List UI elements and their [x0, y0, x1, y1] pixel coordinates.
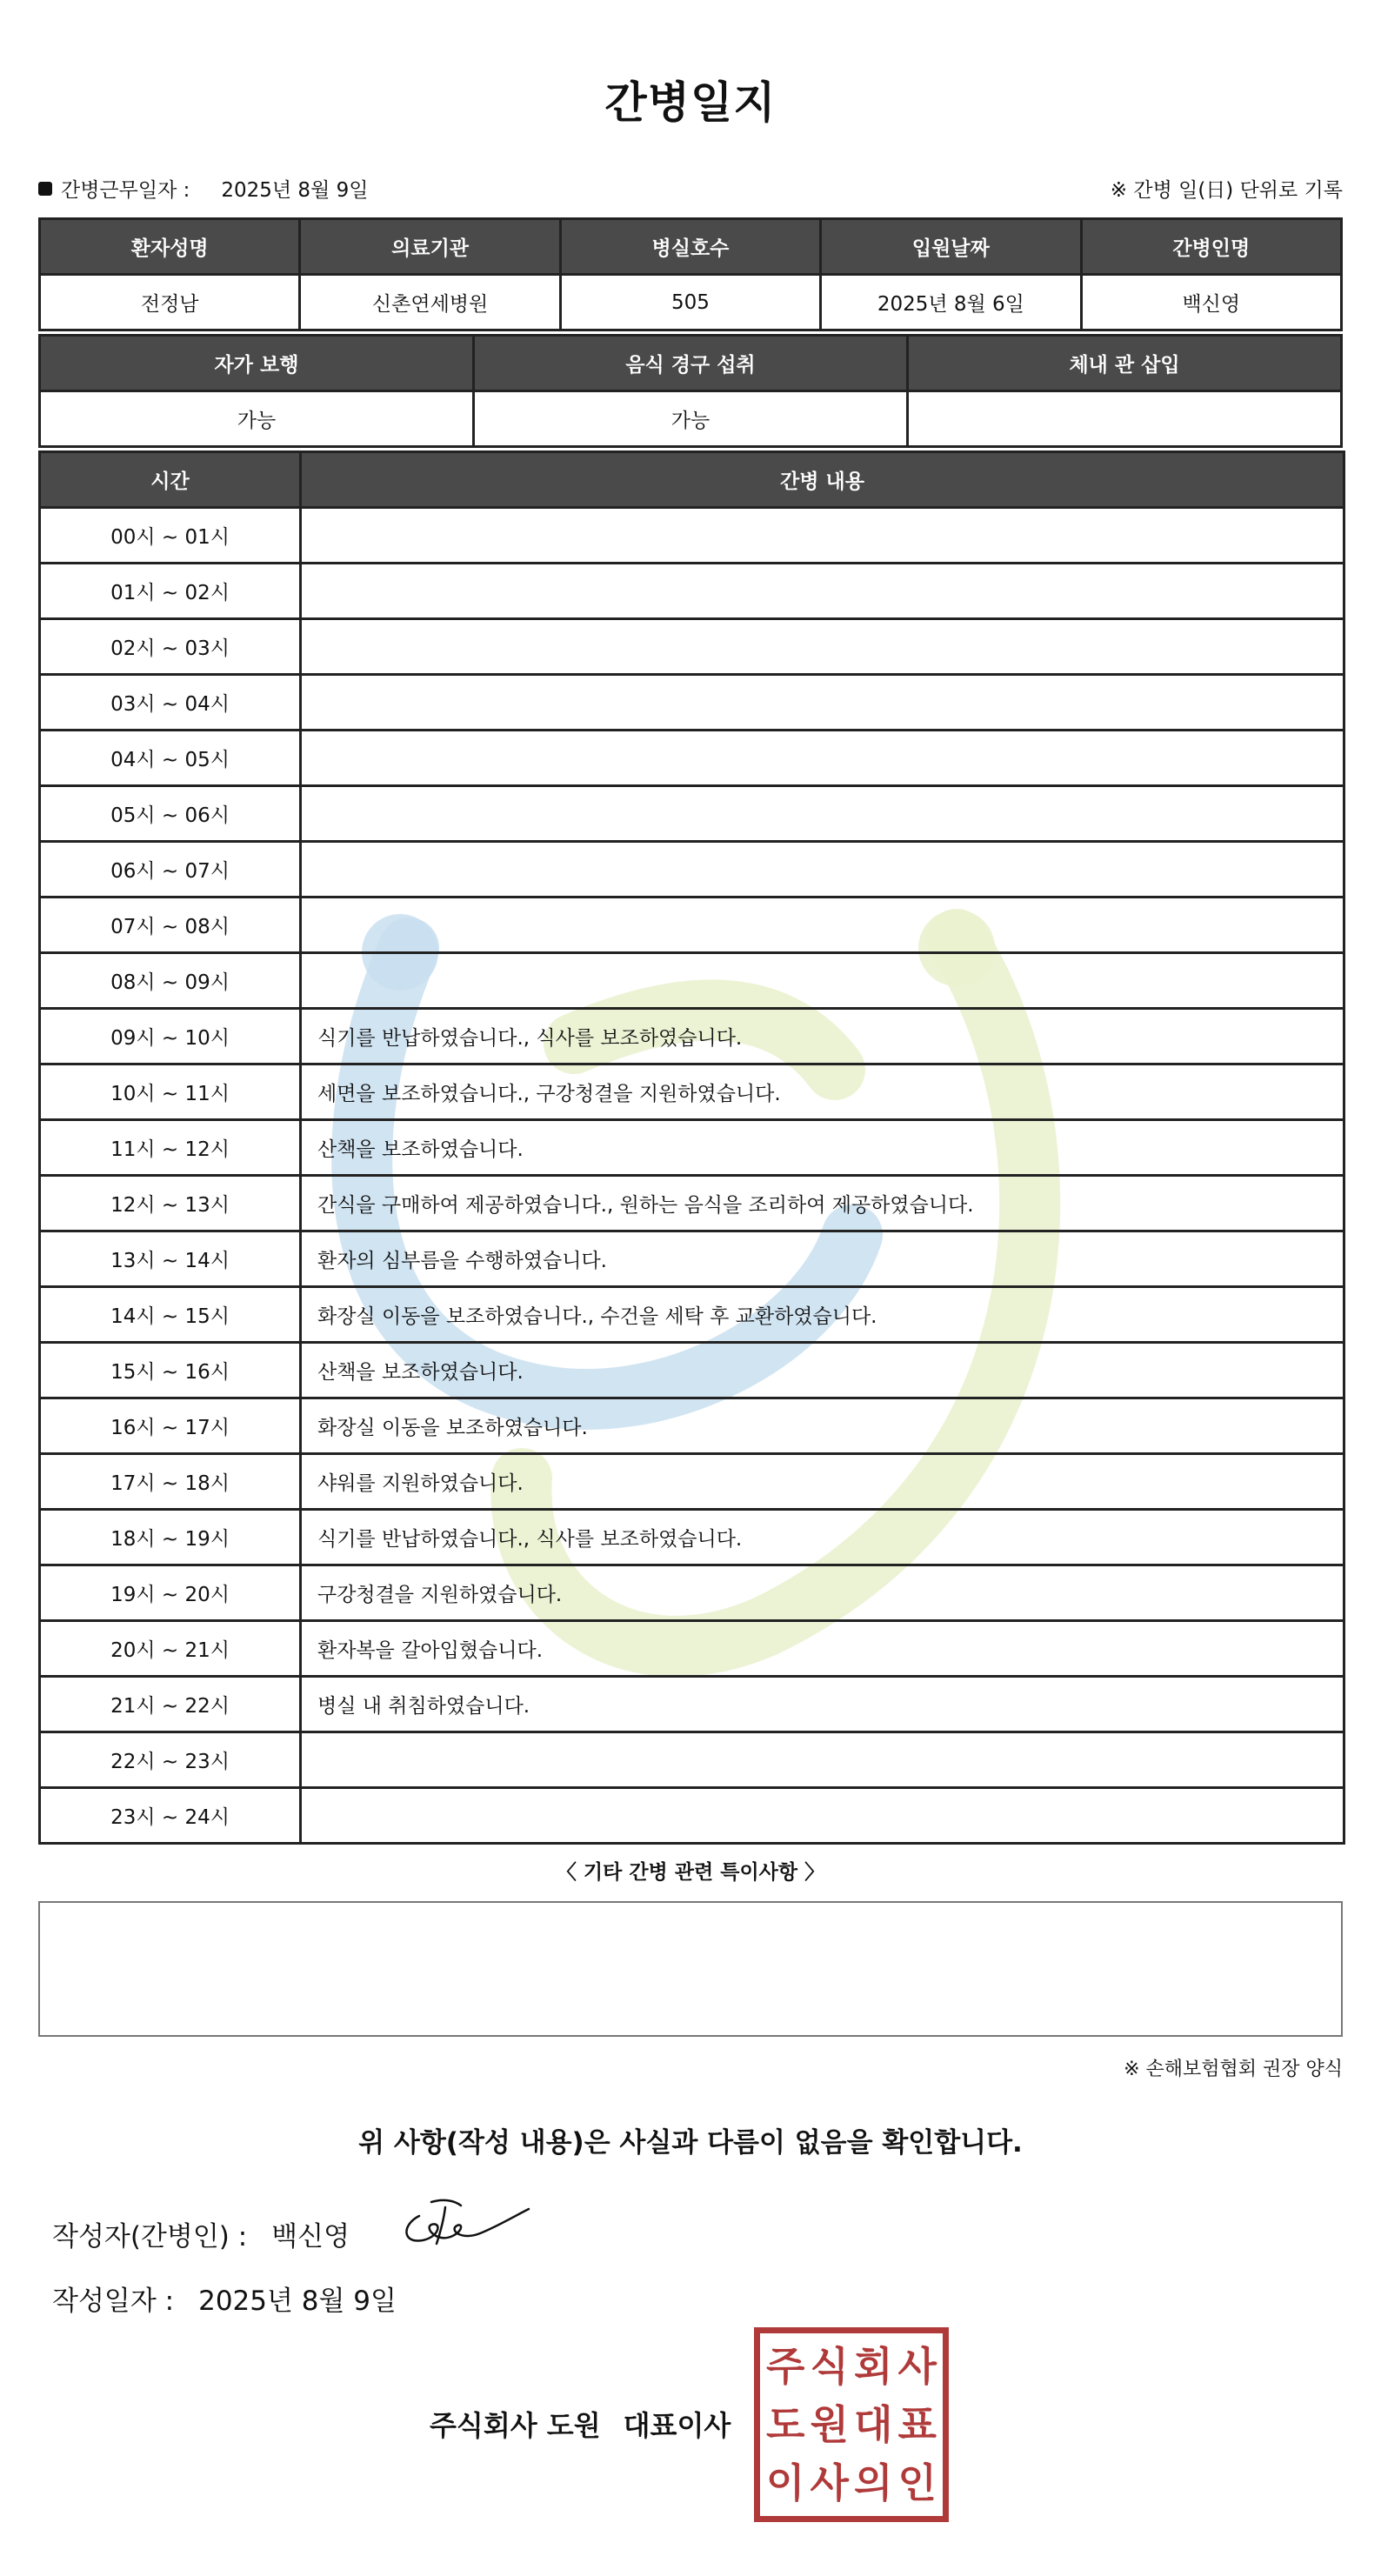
header-care-content: 간병 내용 [301, 452, 1344, 508]
seal-char: 사 [897, 2342, 937, 2390]
log-row [40, 842, 1344, 898]
header-room-number: 병실호수 [560, 219, 820, 275]
log-content [301, 1788, 1344, 1844]
company-seal-stamp [754, 2327, 949, 2522]
seal-char: 사 [810, 2459, 849, 2507]
log-time: 06시 ~ 07시 [40, 842, 301, 898]
seal-char: 의 [854, 2459, 893, 2507]
seal-char: 표 [897, 2400, 937, 2448]
log-time: 18시 ~ 19시 [40, 1510, 301, 1565]
log-time: 22시 ~ 23시 [40, 1732, 301, 1788]
page-title: 간병일지 [604, 77, 777, 128]
log-content [301, 842, 1344, 898]
log-time: 13시 ~ 14시 [40, 1231, 301, 1287]
work-date [38, 174, 368, 203]
writer-label: 작성자(간병인) : [52, 2221, 248, 2252]
record-unit-note: ※ 간병 일(日) 단위로 기록 [1110, 179, 1343, 202]
log-time: 14시 ~ 15시 [40, 1287, 301, 1343]
header-oral-intake: 음식 경구 섭취 [474, 336, 908, 391]
header-patient-name: 환자성명 [40, 219, 300, 275]
log-row [40, 675, 1344, 731]
caregiver-name: 백신영 [1081, 275, 1341, 330]
company-line [430, 2404, 731, 2444]
log-content: 식기를 반납하였습니다., 식사를 보조하였습니다. [301, 1009, 1344, 1064]
log-row [40, 1176, 1344, 1231]
log-content [301, 619, 1344, 675]
log-content: 구강청결을 지원하였습니다. [301, 1565, 1344, 1621]
log-time: 16시 ~ 17시 [40, 1398, 301, 1454]
log-row [40, 731, 1344, 786]
company-name: 주식회사 도원 [430, 2409, 601, 2442]
log-time: 15시 ~ 16시 [40, 1343, 301, 1398]
log-row [40, 1454, 1344, 1510]
log-row [40, 1510, 1344, 1565]
log-time: 12시 ~ 13시 [40, 1176, 301, 1231]
log-time: 01시 ~ 02시 [40, 564, 301, 619]
log-content: 식기를 반납하였습니다., 식사를 보조하였습니다. [301, 1510, 1344, 1565]
log-time: 20시 ~ 21시 [40, 1621, 301, 1677]
log-row [40, 953, 1344, 1009]
handwritten-signature [393, 2190, 532, 2259]
bullet-square-icon [38, 182, 52, 196]
header-time: 시간 [40, 452, 301, 508]
log-row [40, 1621, 1344, 1677]
log-content: 간식을 구매하여 제공하였습니다., 원하는 음식을 조리하여 제공하였습니다. [301, 1176, 1344, 1231]
remarks-box [38, 1901, 1343, 2037]
log-row [40, 786, 1344, 842]
header-caregiver-name: 간병인명 [1081, 219, 1341, 275]
seal-char: 인 [897, 2459, 937, 2507]
write-date-line [52, 2279, 397, 2318]
self-walking-value: 가능 [40, 391, 474, 447]
log-time: 17시 ~ 18시 [40, 1454, 301, 1510]
log-row [40, 1788, 1344, 1844]
log-content [301, 898, 1344, 953]
tube-insertion-value [908, 391, 1342, 447]
log-row [40, 1732, 1344, 1788]
log-row [40, 1120, 1344, 1176]
log-content: 샤워를 지원하였습니다. [301, 1454, 1344, 1510]
patient-ability-table [38, 334, 1343, 448]
form-source-note: ※ 손해보험협회 권장 양식 [1124, 2059, 1343, 2080]
seal-char: 회 [854, 2342, 893, 2390]
log-time: 00시 ~ 01시 [40, 508, 301, 564]
log-content: 화장실 이동을 보조하였습니다., 수건을 세탁 후 교환하였습니다. [301, 1287, 1344, 1343]
seal-characters [764, 2337, 939, 2513]
writer-line [52, 2214, 350, 2253]
log-row [40, 1064, 1344, 1120]
patient-name: 전정남 [40, 275, 300, 330]
log-row [40, 564, 1344, 619]
log-row [40, 1398, 1344, 1454]
remarks-title: 〈 기타 간병 관련 특이사항 〉 [556, 1861, 825, 1884]
admission-date: 2025년 8월 6일 [821, 275, 1081, 330]
log-row [40, 1565, 1344, 1621]
log-time: 03시 ~ 04시 [40, 675, 301, 731]
log-row [40, 619, 1344, 675]
log-row [40, 508, 1344, 564]
oral-intake-value: 가능 [474, 391, 908, 447]
log-content [301, 675, 1344, 731]
header-hospital: 의료기관 [300, 219, 560, 275]
log-content [301, 1732, 1344, 1788]
log-time: 02시 ~ 03시 [40, 619, 301, 675]
write-date-label: 작성일자 : [52, 2286, 175, 2317]
log-time: 11시 ~ 12시 [40, 1120, 301, 1176]
log-content: 병실 내 취침하였습니다. [301, 1677, 1344, 1732]
hospital-name: 신촌연세병원 [300, 275, 560, 330]
ceo-title: 대표이사 [623, 2409, 731, 2442]
log-content: 세면을 보조하였습니다., 구강청결을 지원하였습니다. [301, 1064, 1344, 1120]
log-content [301, 731, 1344, 786]
log-content: 환자의 심부름을 수행하였습니다. [301, 1231, 1344, 1287]
header-tube-insertion: 체내 관 삽입 [908, 336, 1342, 391]
confirmation-statement: 위 사항(작성 내용)은 사실과 다름이 없음을 확인합니다. [358, 2127, 1023, 2159]
log-content: 환자복을 갈아입혔습니다. [301, 1621, 1344, 1677]
log-time: 09시 ~ 10시 [40, 1009, 301, 1064]
work-date-label: 간병근무일자 : [61, 179, 190, 202]
log-row [40, 1231, 1344, 1287]
log-time: 10시 ~ 11시 [40, 1064, 301, 1120]
log-row [40, 1343, 1344, 1398]
log-content [301, 564, 1344, 619]
seal-char: 대 [854, 2400, 893, 2448]
log-row [40, 1287, 1344, 1343]
log-time: 23시 ~ 24시 [40, 1788, 301, 1844]
log-row [40, 898, 1344, 953]
header-self-walking: 자가 보행 [40, 336, 474, 391]
work-date-value: 2025년 8월 9일 [221, 179, 369, 202]
log-content: 산책을 보조하였습니다. [301, 1120, 1344, 1176]
log-row [40, 1009, 1344, 1064]
meta-row [38, 174, 1343, 205]
seal-char: 이 [766, 2459, 805, 2507]
log-time: 08시 ~ 09시 [40, 953, 301, 1009]
log-content: 산책을 보조하였습니다. [301, 1343, 1344, 1398]
room-number: 505 [560, 275, 820, 330]
log-time: 05시 ~ 06시 [40, 786, 301, 842]
seal-char: 도 [766, 2400, 805, 2448]
seal-char: 원 [810, 2400, 849, 2448]
log-content: 화장실 이동을 보조하였습니다. [301, 1398, 1344, 1454]
log-row [40, 1677, 1344, 1732]
hourly-care-log-table [38, 450, 1345, 1845]
seal-char: 식 [810, 2342, 849, 2390]
log-time: 19시 ~ 20시 [40, 1565, 301, 1621]
log-time: 21시 ~ 22시 [40, 1677, 301, 1732]
log-content [301, 786, 1344, 842]
writer-name: 백신영 [271, 2221, 350, 2252]
seal-char: 주 [766, 2342, 805, 2390]
log-content [301, 508, 1344, 564]
write-date-value: 2025년 8월 9일 [198, 2286, 397, 2317]
patient-info-table [38, 217, 1343, 331]
log-time: 04시 ~ 05시 [40, 731, 301, 786]
header-admission-date: 입원날짜 [821, 219, 1081, 275]
log-time: 07시 ~ 08시 [40, 898, 301, 953]
log-content [301, 953, 1344, 1009]
